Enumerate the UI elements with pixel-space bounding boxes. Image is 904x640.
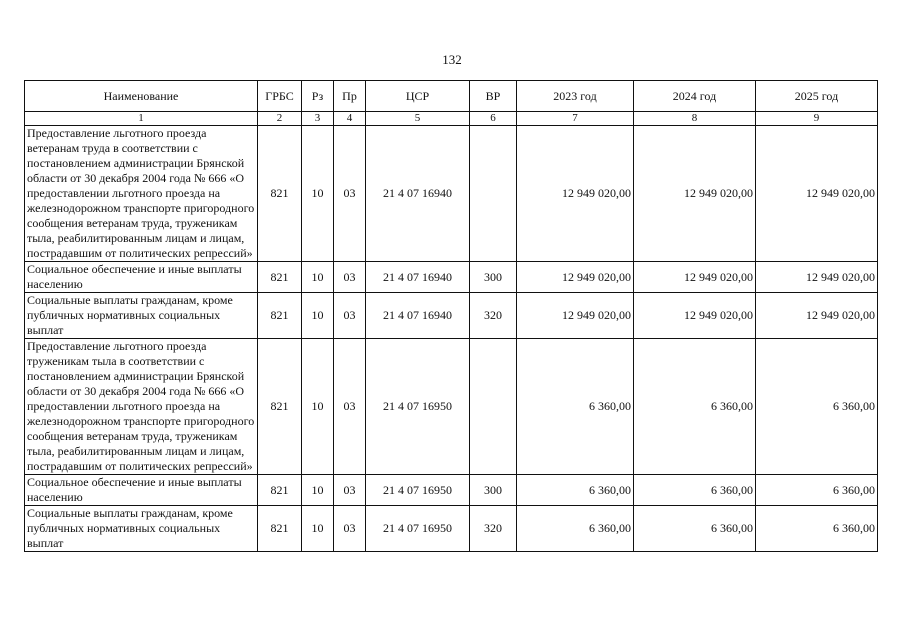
row-2023: 6 360,00 <box>517 339 634 475</box>
row-2023: 6 360,00 <box>517 506 634 552</box>
row-pr: 03 <box>334 506 366 552</box>
row-2025: 12 949 020,00 <box>756 262 878 293</box>
header-vr: ВР <box>470 81 517 112</box>
row-2025: 6 360,00 <box>756 339 878 475</box>
header-2023: 2023 год <box>517 81 634 112</box>
row-pr: 03 <box>334 339 366 475</box>
row-vr: 320 <box>470 293 517 339</box>
header-rz: Рз <box>302 81 334 112</box>
header-pr: Пр <box>334 81 366 112</box>
header-csr: ЦСР <box>366 81 470 112</box>
row-vr <box>470 339 517 475</box>
header-2024: 2024 год <box>634 81 756 112</box>
column-number: 5 <box>366 112 470 126</box>
row-grbs: 821 <box>258 293 302 339</box>
row-grbs: 821 <box>258 339 302 475</box>
column-number-row <box>25 112 878 126</box>
row-vr: 320 <box>470 506 517 552</box>
column-number: 4 <box>334 112 366 126</box>
row-grbs: 821 <box>258 506 302 552</box>
column-number: 2 <box>258 112 302 126</box>
row-vr: 300 <box>470 475 517 506</box>
row-name: Предоставление льготного проезда труженикам тыла в соответствии с постановлением администрации Брянской области от 30 декабря 2004 года № 666 «О предоставлении льготного проезда на железнодорожном транспорте пригородного сообщения ветеранам труда, труженикам тыла, реабилитированным лицам и лицам, пострадавшим от политических репрессий» <box>25 339 258 475</box>
row-2024: 12 949 020,00 <box>634 262 756 293</box>
row-name: Социальные выплаты гражданам, кроме публичных нормативных социальных выплат <box>25 293 258 339</box>
row-2024: 6 360,00 <box>634 339 756 475</box>
row-csr: 21 4 07 16940 <box>366 262 470 293</box>
row-rz: 10 <box>302 293 334 339</box>
row-2024: 6 360,00 <box>634 475 756 506</box>
row-2023: 12 949 020,00 <box>517 262 634 293</box>
column-number: 1 <box>25 112 258 126</box>
row-name: Предоставление льготного проезда ветеранам труда в соответствии с постановлением администрации Брянской области от 30 декабря 2004 года № 666 «О предоставлении льготного проезда на железнодорожном транспорте пригородного сообщения ветеранам труда, труженикам тыла, реабилитированным лицам и лицам, пострадавшим от политических репрессий» <box>25 126 258 262</box>
column-number: 9 <box>756 112 878 126</box>
row-grbs: 821 <box>258 126 302 262</box>
row-2023: 6 360,00 <box>517 475 634 506</box>
row-pr: 03 <box>334 262 366 293</box>
column-number: 6 <box>470 112 517 126</box>
table-row <box>25 293 878 339</box>
row-2025: 12 949 020,00 <box>756 126 878 262</box>
row-csr: 21 4 07 16950 <box>366 339 470 475</box>
row-vr: 300 <box>470 262 517 293</box>
row-2025: 12 949 020,00 <box>756 293 878 339</box>
row-pr: 03 <box>334 293 366 339</box>
column-number: 7 <box>517 112 634 126</box>
table-row <box>25 262 878 293</box>
table-row <box>25 339 878 475</box>
table-row <box>25 475 878 506</box>
row-rz: 10 <box>302 475 334 506</box>
row-grbs: 821 <box>258 262 302 293</box>
row-rz: 10 <box>302 262 334 293</box>
row-csr: 21 4 07 16950 <box>366 506 470 552</box>
budget-table <box>24 80 878 552</box>
header-name: Наименование <box>25 81 258 112</box>
row-2024: 12 949 020,00 <box>634 126 756 262</box>
column-number: 3 <box>302 112 334 126</box>
row-grbs: 821 <box>258 475 302 506</box>
row-pr: 03 <box>334 475 366 506</box>
row-2023: 12 949 020,00 <box>517 126 634 262</box>
column-number: 8 <box>634 112 756 126</box>
table-row <box>25 506 878 552</box>
row-csr: 21 4 07 16940 <box>366 293 470 339</box>
row-name: Социальное обеспечение и иные выплаты населению <box>25 475 258 506</box>
row-2025: 6 360,00 <box>756 506 878 552</box>
page-number: 132 <box>442 52 462 67</box>
header-2025: 2025 год <box>756 81 878 112</box>
row-rz: 10 <box>302 126 334 262</box>
row-csr: 21 4 07 16940 <box>366 126 470 262</box>
table-row <box>25 126 878 262</box>
row-2024: 12 949 020,00 <box>634 293 756 339</box>
header-row <box>25 81 878 112</box>
row-rz: 10 <box>302 339 334 475</box>
row-2024: 6 360,00 <box>634 506 756 552</box>
row-2025: 6 360,00 <box>756 475 878 506</box>
row-2023: 12 949 020,00 <box>517 293 634 339</box>
row-name: Социальное обеспечение и иные выплаты населению <box>25 262 258 293</box>
header-grbs: ГРБС <box>258 81 302 112</box>
row-pr: 03 <box>334 126 366 262</box>
row-rz: 10 <box>302 506 334 552</box>
row-csr: 21 4 07 16950 <box>366 475 470 506</box>
row-vr <box>470 126 517 262</box>
row-name: Социальные выплаты гражданам, кроме публичных нормативных социальных выплат <box>25 506 258 552</box>
